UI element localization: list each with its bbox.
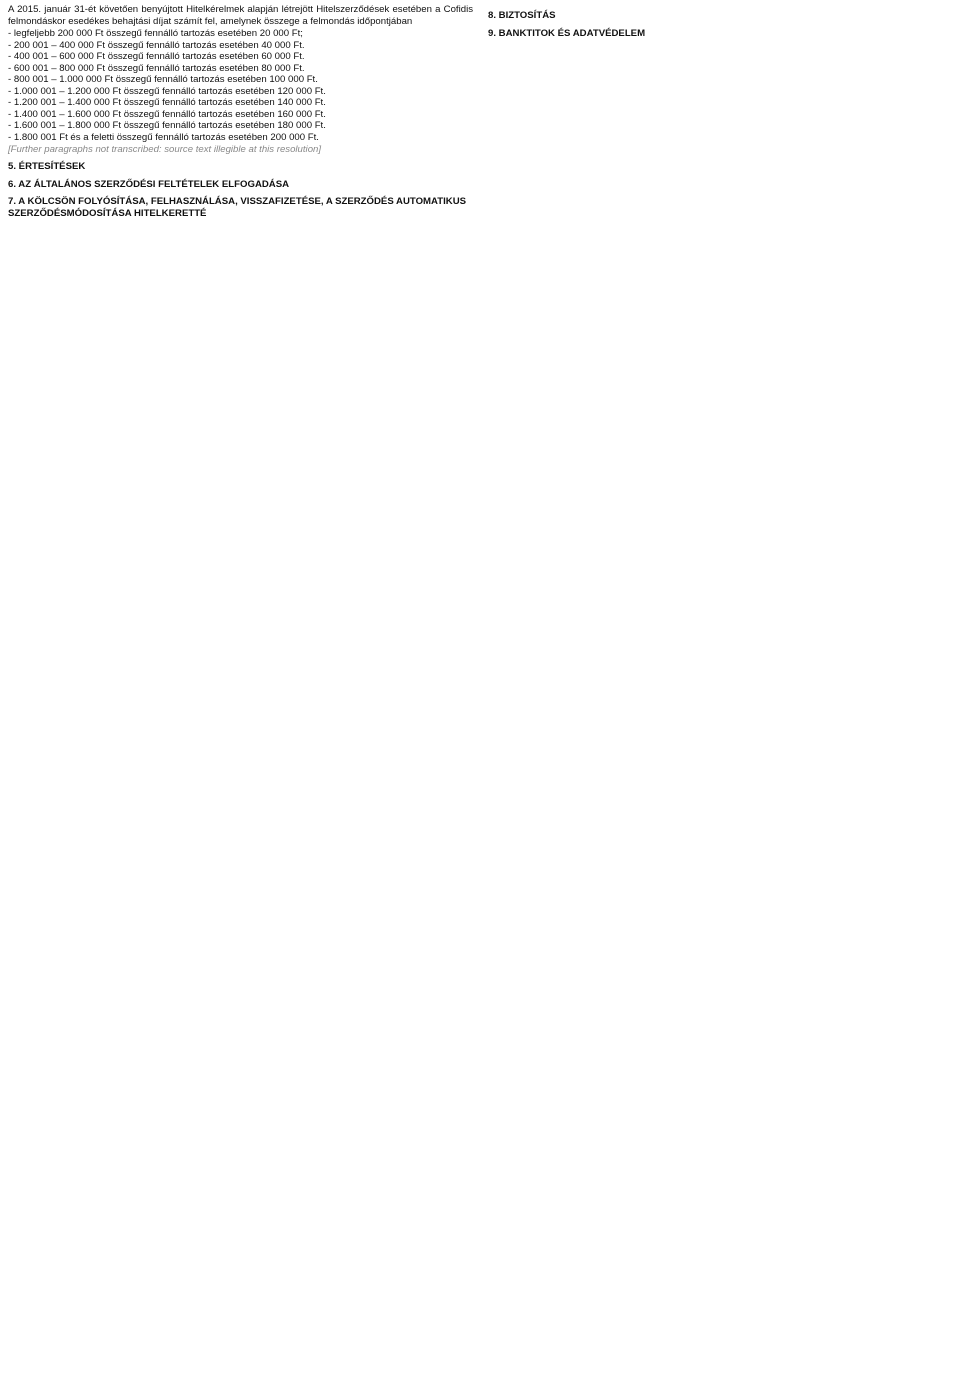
right-column: [488, 4, 953, 41]
section-6-heading: 6. AZ ÁLTALÁNOS SZERZŐDÉSI FELTÉTELEK ELFOGADÁSA: [8, 178, 290, 190]
section-9-heading: 9. BANKTITOK ÉS ADATVÉDELEM: [488, 27, 646, 39]
fee-line: - 400 001 – 600 000 Ft összegű fennálló tartozás esetében 60 000 Ft.: [8, 51, 305, 63]
fee-line: - 800 001 – 1.000 000 Ft összegű fennálló tartozás esetében 100 000 Ft.: [8, 74, 318, 86]
fee-line: - legfeljebb 200 000 Ft összegű fennálló tartozás esetében 20 000 Ft;: [8, 28, 303, 40]
fee-line: - 1.600 001 – 1.800 000 Ft összegű fennálló tartozás esetében 180 000 Ft.: [8, 120, 326, 132]
section-5-heading: 5. ÉRTESÍTÉSEK: [8, 161, 86, 173]
fee-line: - 600 001 – 800 000 Ft összegű fennálló tartozás esetében 80 000 Ft.: [8, 62, 305, 74]
omitted-text-notice: [Further paragraphs not transcribed: source text illegible at this resolution]: [8, 143, 322, 155]
fee-line: - 1.800 001 Ft és a feletti összegű fennálló tartozás esetében 200 000 Ft.: [8, 132, 319, 144]
fee-line: - 1.200 001 – 1.400 000 Ft összegű fennálló tartozás esetében 140 000 Ft.: [8, 97, 326, 109]
section-8-heading: 8. BIZTOSÍTÁS: [488, 10, 556, 21]
fee-line: - 1.400 001 – 1.600 000 Ft összegű fennálló tartozás esetében 160 000 Ft.: [8, 108, 326, 120]
section-7-heading: 7. A KÖLCSÖN FOLYÓSÍTÁSA, FELHASZNÁLÁSA, VISSZAFIZETÉSE, A SZERZŐDÉS AUTOMATIKUS SZERZŐDÉSMÓDOSÍTÁSA HITELKERETTÉ: [8, 196, 467, 219]
fee-line: - 200 001 – 400 000 Ft összegű fennálló tartozás esetében 40 000 Ft.: [8, 39, 305, 51]
fee-list: [8, 28, 473, 143]
left-column: [8, 4, 473, 221]
intro-paragraph: A 2015. január 31-ét követően benyújtott Hitelkérelmek alapján létrejött Hitelszerződések esetében a Cofidis felmondáskor esedékes behajtási díjat számít fel, amelynek összege a felmondás időpontjában: [8, 4, 473, 27]
fee-line: - 1.000 001 – 1.200 000 Ft összegű fennálló tartozás esetében 120 000 Ft.: [8, 85, 326, 97]
